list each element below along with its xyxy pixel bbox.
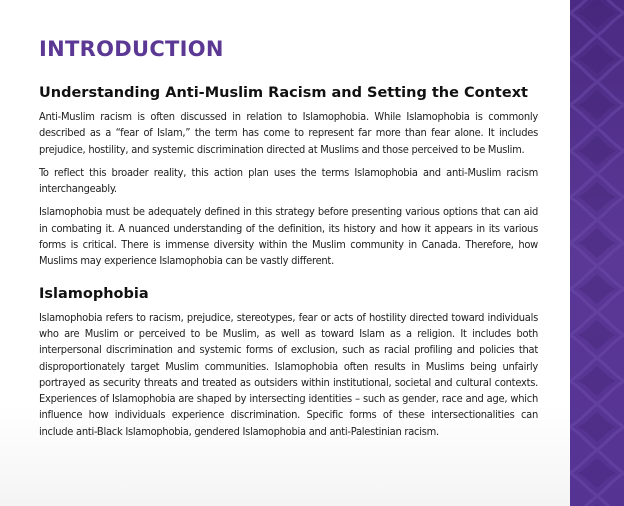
decorative-side-band bbox=[570, 0, 624, 506]
paragraph-islamophobia-1: Islamophobia refers to racism, prejudice, stereotypes, fear or acts of hostility directed toward individuals who are Muslim or perceived to be Muslim, as well as toward Islam as a religion. It includes both interpersonal discrimination and systemic forms of exclusion, such as racial profiling and policies that disproportionately target Muslim communities. Islamophobia often results in Muslims being unfairly portrayed as security threats and treated as outsiders within institutional, societal and cultural contexts. Experiences of Islamophobia are shaped by intersecting identities – such as gender, race and age, which influence how individuals experience discrimination. Specific forms of these intersectionalities can include anti-Black Islamophobia, gendered Islamophobia and anti-Palestinian racism. bbox=[39, 310, 538, 438]
document-content bbox=[39, 36, 538, 447]
paragraph-context-2: To reflect this broader reality, this action plan uses the terms Islamophobia and anti-Muslim racism interchangeably. bbox=[39, 165, 538, 196]
page-title: INTRODUCTION bbox=[39, 37, 224, 61]
section-heading-islamophobia: Islamophobia bbox=[39, 285, 149, 302]
section-islamophobia bbox=[39, 285, 538, 440]
paragraph-context-3: Islamophobia must be adequately defined in this strategy before presenting various options that can aid in combating it. A nuanced understanding of the definition, its history and how it appears in its various forms is critical. There is immense diversity within the Muslim community in Canada. Therefore, how Muslims may experience Islamophobia can be vastly different. bbox=[39, 205, 538, 268]
paragraph-context-1: Anti-Muslim racism is often discussed in relation to Islamophobia. While Islamophobia is commonly described as a “fear of Islam,” the term has come to represent far more than fear alone. It includes prejudice, hostility, and systemic discrimination directed at Muslims and those perceived to be Muslim. bbox=[39, 110, 538, 156]
section-heading-context: Understanding Anti-Muslim Racism and Setting the Context bbox=[39, 85, 528, 101]
arabesque-pattern bbox=[570, 0, 624, 506]
